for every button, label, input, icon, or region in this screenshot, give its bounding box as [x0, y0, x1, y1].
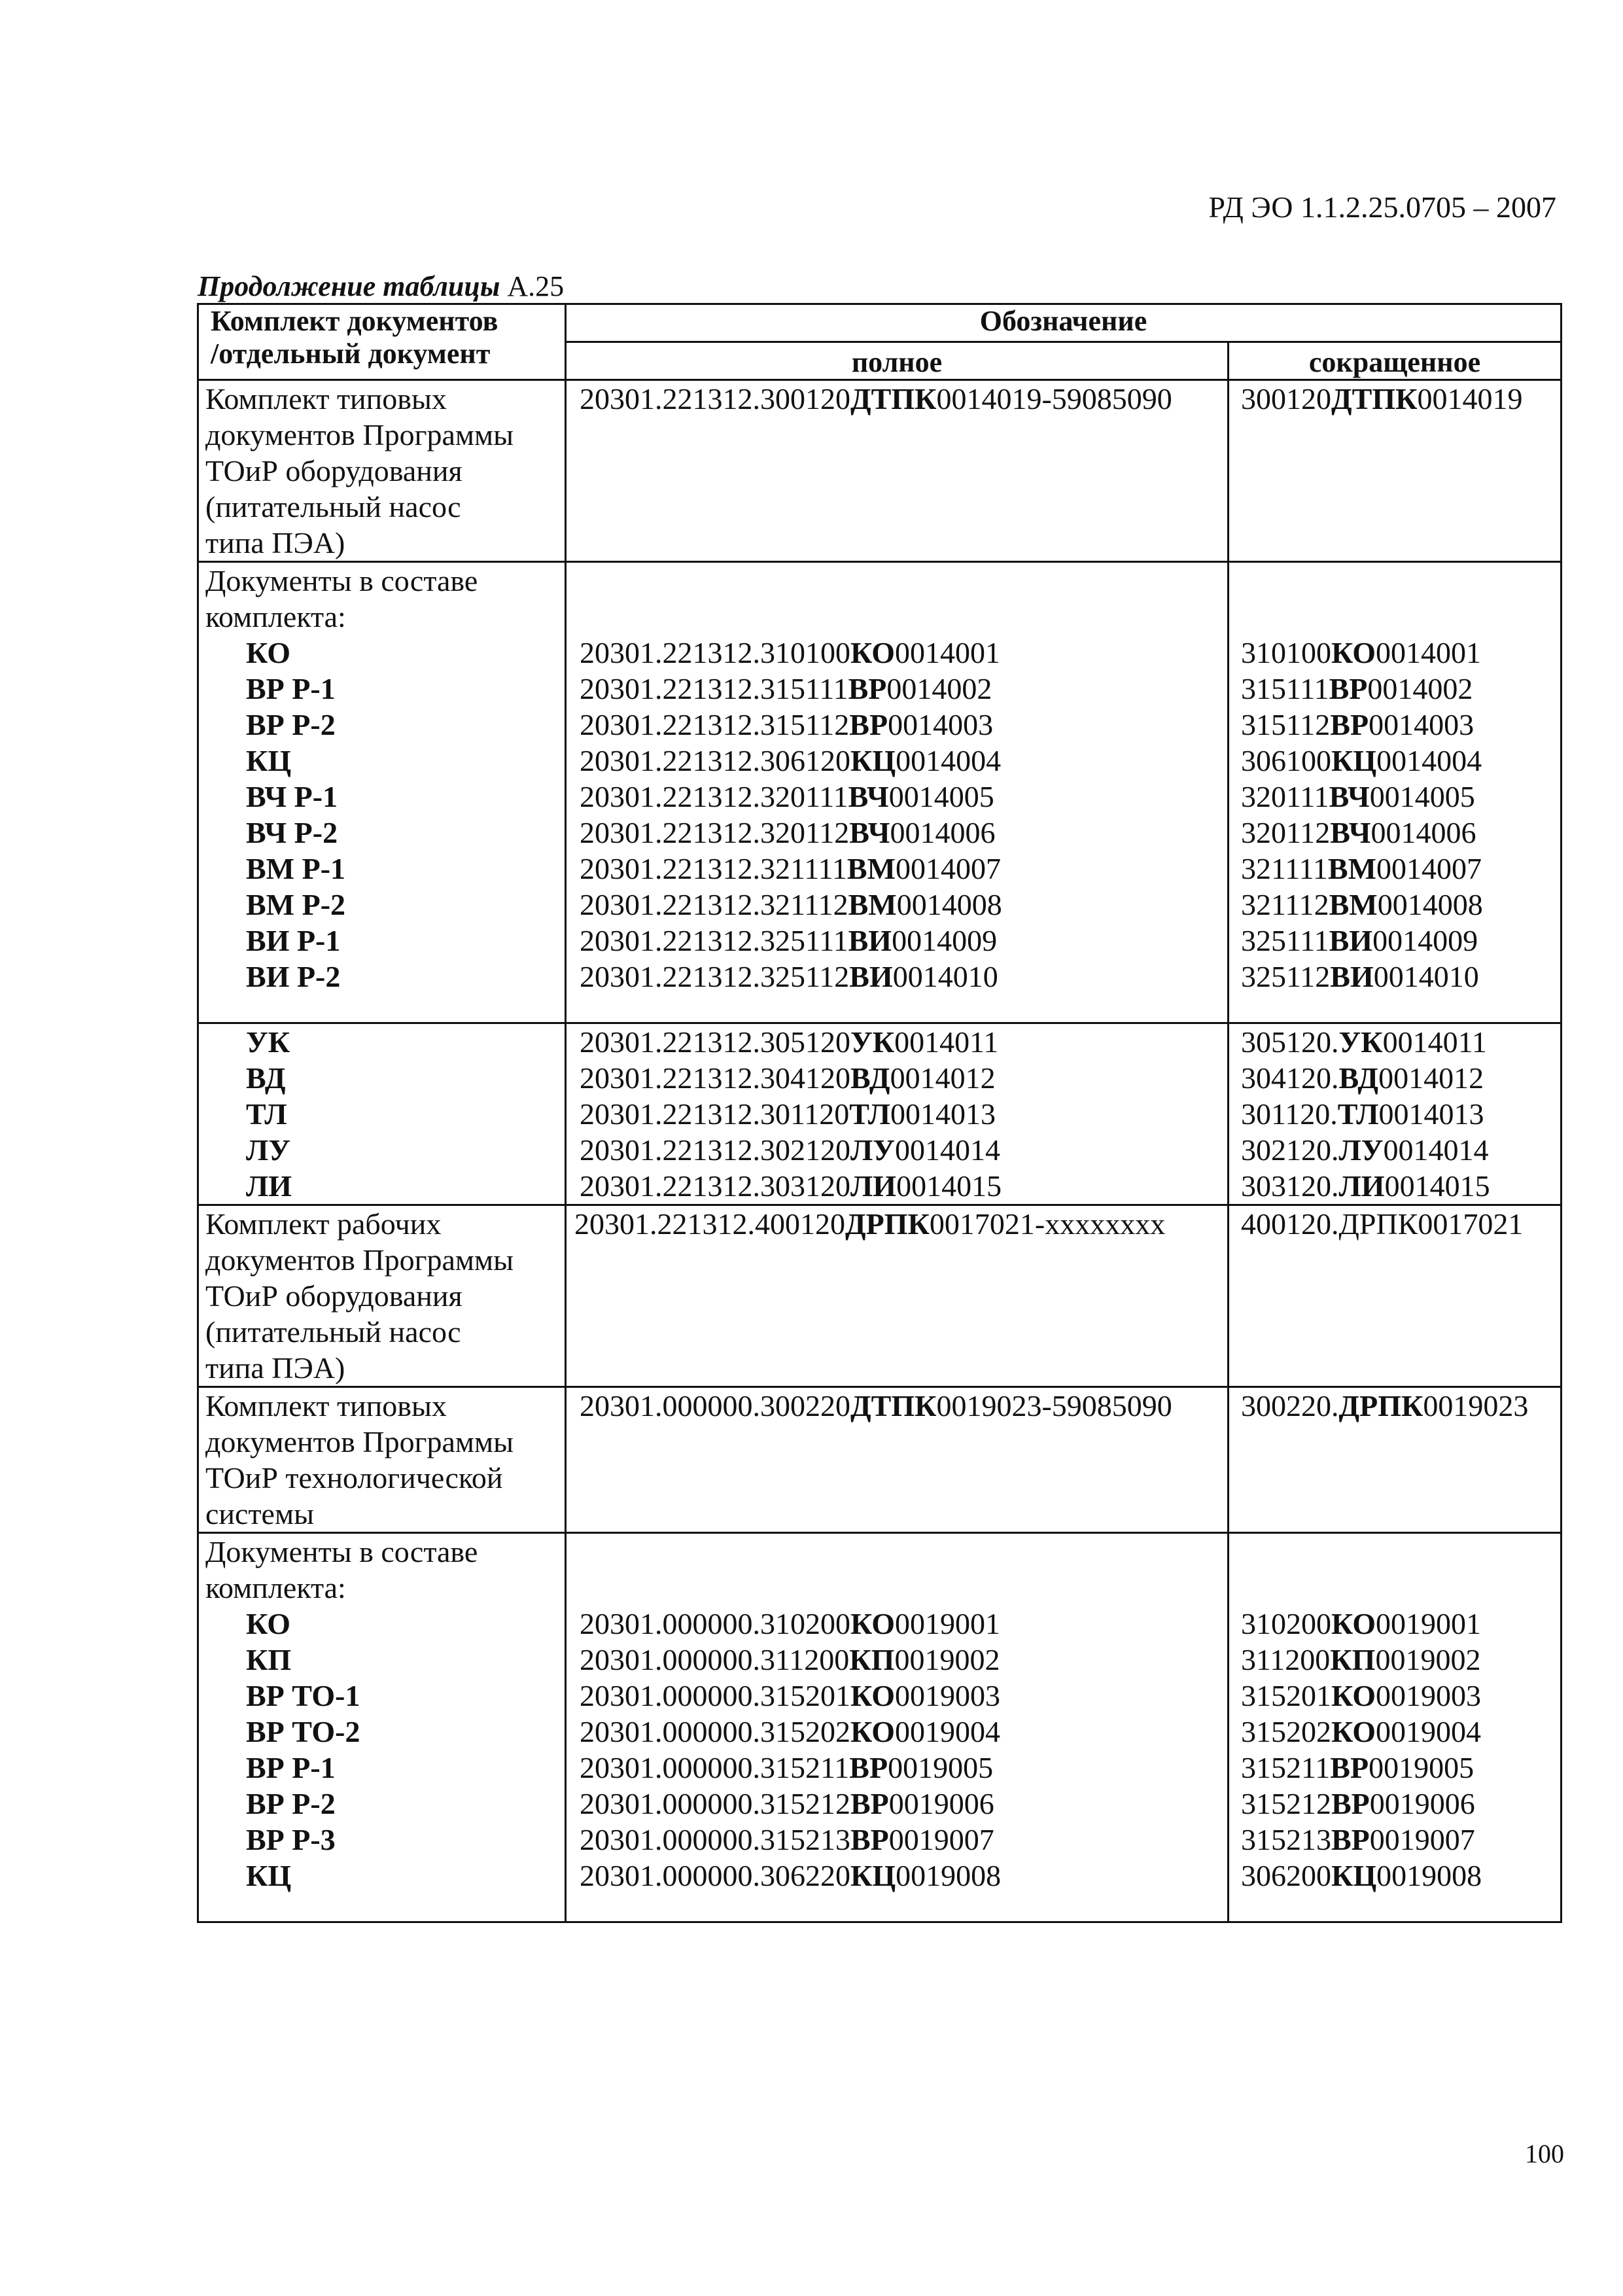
- name-line: документов Программы: [205, 418, 514, 451]
- document-code-item: ВЧ Р-1: [246, 780, 338, 813]
- full-designation: 20301.221312.305120УК0014011: [580, 1025, 999, 1059]
- short-designation: 315112ВР0014003: [1241, 708, 1475, 741]
- row1-name-cell: [198, 380, 566, 562]
- full-designation: 20301.000000.315202КО0019004: [580, 1715, 1000, 1748]
- full-designation: 20301.221312.301120ТЛ0014013: [580, 1097, 996, 1131]
- name-line: комплекта:: [205, 600, 346, 633]
- full-designation: 20301.221312.300120ДТПК0014019-59085090: [580, 382, 1172, 415]
- full-designation: 20301.000000.315212ВР0019006: [580, 1787, 994, 1820]
- row3-name-cell: [198, 1023, 566, 1205]
- row6-full-cell: [566, 1533, 1229, 1922]
- name-line: документов Программы: [205, 1425, 514, 1458]
- name-line: (питательный насос: [205, 1315, 461, 1349]
- document-code-item: ВД: [246, 1061, 286, 1095]
- name-line: комплекта:: [205, 1571, 346, 1604]
- row2-name-cell: [198, 562, 566, 1023]
- full-designation: 20301.221312.304120ВД0014012: [580, 1061, 996, 1095]
- short-designation: 321112ВМ0014008: [1241, 888, 1483, 921]
- short-designation: 310200КО0019001: [1241, 1607, 1481, 1640]
- document-code-item: КЦ: [246, 1859, 292, 1892]
- page-number: 100: [1525, 2139, 1564, 2168]
- short-designation: 320112ВЧ0014006: [1241, 816, 1476, 849]
- short-designation: 325111ВИ0014009: [1241, 924, 1478, 957]
- full-designation: 20301.221312.320112ВЧ0014006: [580, 816, 996, 849]
- document-code-item: ВЧ Р-2: [246, 816, 338, 849]
- row1-short-cell: [1229, 380, 1562, 562]
- document-code-item: КП: [246, 1643, 292, 1676]
- short-designation: 321111ВМ0014007: [1241, 852, 1482, 885]
- row1-full-cell: [566, 380, 1229, 562]
- document-code-item: ЛУ: [246, 1133, 291, 1167]
- table-row: [198, 380, 1562, 562]
- row6-name-cell: [198, 1533, 566, 1922]
- document-code-item: ВИ Р-2: [246, 960, 341, 993]
- short-designation: 301120.ТЛ0014013: [1241, 1097, 1484, 1131]
- full-designation: 20301.000000.306220КЦ0019008: [580, 1859, 1002, 1892]
- short-designation: 400120.ДРПК0017021: [1241, 1207, 1524, 1241]
- header-short: сокращенное: [1229, 342, 1562, 380]
- document-code-item: ВМ Р-1: [246, 852, 346, 885]
- document-code-item: ВМ Р-2: [246, 888, 346, 921]
- short-designation: 306100КЦ0014004: [1241, 744, 1482, 777]
- short-designation: 315213ВР0019007: [1241, 1823, 1475, 1856]
- full-designation: 20301.000000.300220ДТПК0019023-59085090: [580, 1389, 1172, 1422]
- full-designation: 20301.221312.321111ВМ0014007: [580, 852, 1001, 885]
- row2-short-cell: [1229, 562, 1562, 1023]
- table-row: [198, 1205, 1562, 1387]
- name-line: Документы в составе: [205, 564, 478, 597]
- name-line: ТОиР технологической: [205, 1461, 503, 1494]
- row4-full-cell: [566, 1205, 1229, 1387]
- full-designation: 20301.221312.302120ЛУ0014014: [580, 1133, 1001, 1167]
- document-code-item: УК: [246, 1025, 290, 1059]
- row3-full-cell: [566, 1023, 1229, 1205]
- full-designation: 20301.000000.315213ВР0019007: [580, 1823, 994, 1856]
- table-row: [198, 1387, 1562, 1533]
- name-line: типа ПЭА): [205, 1351, 345, 1385]
- document-code-item: КО: [246, 636, 290, 669]
- row5-full-cell: [566, 1387, 1229, 1533]
- header-full: полное: [566, 342, 1229, 380]
- full-designation: 20301.000000.310200КО0019001: [580, 1607, 1000, 1640]
- short-designation: 300220.ДРПК0019023: [1241, 1389, 1529, 1422]
- full-designation: 20301.221312.325112ВИ0014010: [580, 960, 998, 993]
- document-code-item: ВР Р-1: [246, 672, 336, 705]
- full-designation: 20301.221312.315111ВР0014002: [580, 672, 992, 705]
- name-line: ТОиР оборудования: [205, 454, 462, 487]
- document-code-item: ВР Р-2: [246, 1787, 336, 1820]
- full-designation: 20301.000000.315211ВР0019005: [580, 1751, 994, 1784]
- short-designation: 315111ВР0014002: [1241, 672, 1473, 705]
- short-designation: 325112ВИ0014010: [1241, 960, 1479, 993]
- full-designation: 20301.000000.315201КО0019003: [580, 1679, 1000, 1712]
- document-code: РД ЭО 1.1.2.25.0705 – 2007: [1208, 190, 1556, 224]
- full-designation: 20301.221312.325111ВИ0014009: [580, 924, 998, 957]
- full-designation: 20301.221312.310100КО0014001: [580, 636, 1000, 669]
- short-designation: 311200КП0019002: [1241, 1643, 1481, 1676]
- document-code-item: ВР ТО-1: [246, 1679, 360, 1712]
- row5-short-cell: [1229, 1387, 1562, 1533]
- full-designation: 20301.221312.400120ДРПК0017021-xxxxxxxx: [574, 1207, 1166, 1241]
- short-designation: 300120ДТПК0014019: [1241, 382, 1523, 415]
- document-code-item: КО: [246, 1607, 290, 1640]
- full-designation: 20301.221312.303120ЛИ0014015: [580, 1169, 1002, 1203]
- header-document-set-line2: /отдельный документ: [211, 338, 491, 370]
- full-designation: 20301.221312.320111ВЧ0014005: [580, 780, 994, 813]
- document-code-item: ВР Р-3: [246, 1823, 336, 1856]
- header-row-1: [198, 304, 1562, 342]
- table-row: [198, 562, 1562, 1023]
- caption-table-number: А.25: [500, 270, 565, 302]
- document-code-item: ВИ Р-1: [246, 924, 341, 957]
- document-code-item: ТЛ: [246, 1097, 287, 1131]
- table-caption: [198, 270, 564, 303]
- short-designation: 310100КО0014001: [1241, 636, 1481, 669]
- designation-table: [197, 303, 1562, 1923]
- row4-name-cell: [198, 1205, 566, 1387]
- table-row: [198, 1533, 1562, 1922]
- document-code-item: ВР Р-1: [246, 1751, 336, 1784]
- short-designation: 320111ВЧ0014005: [1241, 780, 1475, 813]
- row5-name-cell: [198, 1387, 566, 1533]
- short-designation: 306200КЦ0019008: [1241, 1859, 1482, 1892]
- short-designation: 302120.ЛУ0014014: [1241, 1133, 1489, 1167]
- name-line: Комплект рабочих: [205, 1207, 442, 1241]
- document-code-item: ВР Р-2: [246, 708, 336, 741]
- caption-italic: Продолжение таблицы: [198, 270, 500, 302]
- row3-short-cell: [1229, 1023, 1562, 1205]
- table-row: [198, 1023, 1562, 1205]
- document-code-item: ЛИ: [246, 1169, 292, 1203]
- header-designation: Обозначение: [566, 304, 1562, 342]
- short-designation: 315212ВР0019006: [1241, 1787, 1475, 1820]
- name-line: Комплект типовых: [205, 382, 447, 415]
- full-designation: 20301.221312.321112ВМ0014008: [580, 888, 1002, 921]
- short-designation: 315201КО0019003: [1241, 1679, 1481, 1712]
- short-designation: 305120.УК0014011: [1241, 1025, 1487, 1059]
- name-line: документов Программы: [205, 1243, 514, 1277]
- short-designation: 315211ВР0019005: [1241, 1751, 1475, 1784]
- row6-short-cell: [1229, 1533, 1562, 1922]
- header-document-set: [198, 304, 566, 380]
- short-designation: 303120.ЛИ0014015: [1241, 1169, 1490, 1203]
- name-line: системы: [205, 1497, 314, 1530]
- name-line: (питательный насос: [205, 490, 461, 523]
- document-code-item: ВР ТО-2: [246, 1715, 360, 1748]
- document-code-item: КЦ: [246, 744, 292, 777]
- name-line: Комплект типовых: [205, 1389, 447, 1422]
- row2-full-cell: [566, 562, 1229, 1023]
- short-designation: 315202КО0019004: [1241, 1715, 1481, 1748]
- header-document-set-line1: Комплект документов: [211, 305, 498, 337]
- full-designation: 20301.221312.315112ВР0014003: [580, 708, 994, 741]
- row4-short-cell: [1229, 1205, 1562, 1387]
- name-line: Документы в составе: [205, 1535, 478, 1568]
- full-designation: 20301.221312.306120КЦ0014004: [580, 744, 1002, 777]
- full-designation: 20301.000000.311200КП0019002: [580, 1643, 1000, 1676]
- name-line: типа ПЭА): [205, 526, 345, 559]
- name-line: ТОиР оборудования: [205, 1279, 462, 1313]
- short-designation: 304120.ВД0014012: [1241, 1061, 1484, 1095]
